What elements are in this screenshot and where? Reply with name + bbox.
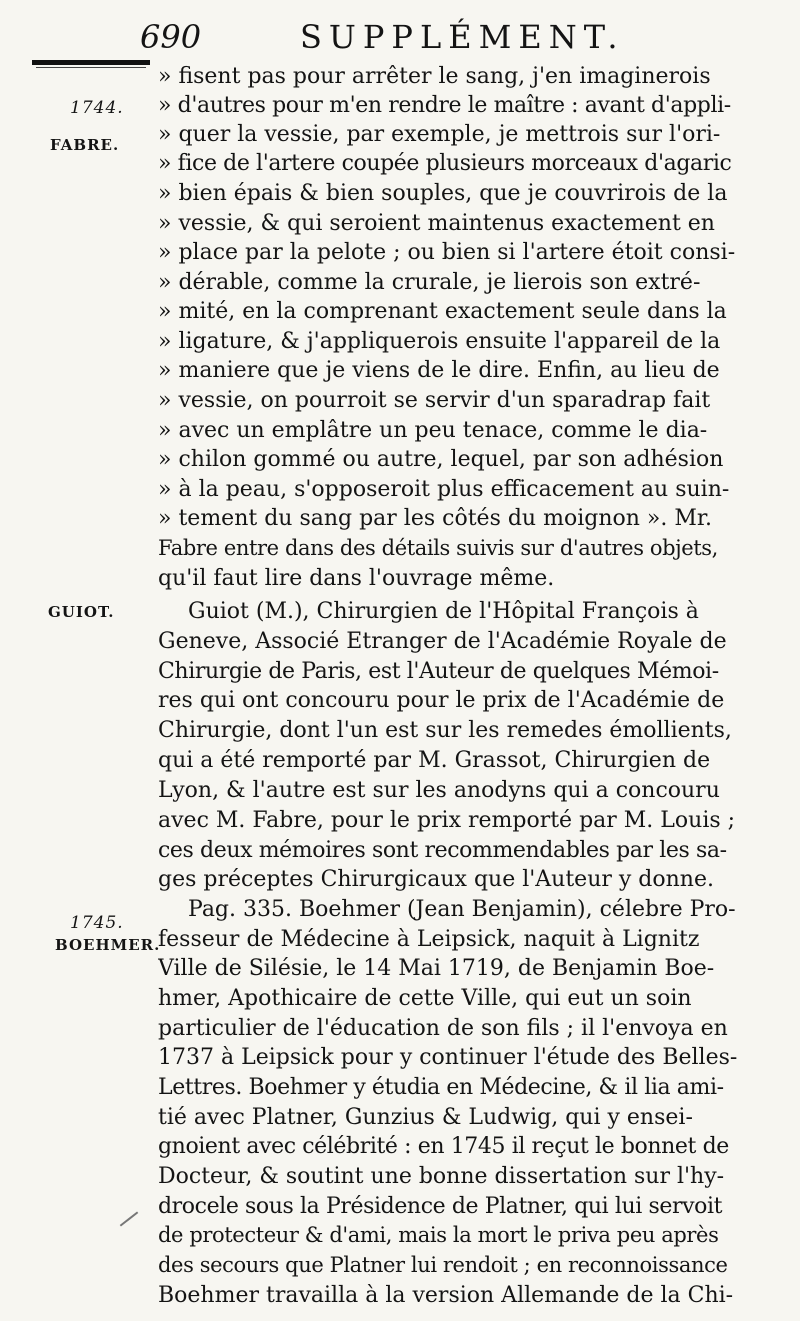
text-line: Fabre entre dans des détails suivis sur d'autres objets, [158, 536, 718, 560]
text-line: » tement du sang par les côtés du moignon ». Mr. [158, 506, 712, 531]
text-line: Ville de Silésie, le 14 Mai 1719, de Benjamin Boe- [158, 956, 715, 981]
text-line: gnoient avec célébrité : en 1745 il reçut le bonnet de [158, 1134, 729, 1159]
text-line: 1737 à Leipsick pour y continuer l'étude des Belles- [158, 1045, 738, 1070]
text-line: ges préceptes Chirurgicaux que l'Auteur y donne. [158, 867, 714, 892]
text-line: » mité, en la comprenant exactement seule dans la [158, 299, 727, 324]
page-header [140, 18, 625, 58]
text-line: » quer la vessie, par exemple, je mettrois sur l'ori- [158, 122, 721, 147]
text-line: » fice de l'artere coupée plusieurs morceaux d'agaric [158, 151, 732, 176]
text-line: » à la peau, s'opposeroit plus efficacement au suin- [158, 477, 730, 502]
margin-name-guiot: GUIOT. [48, 603, 115, 621]
text-line: » chilon gommé ou autre, lequel, par son adhésion [158, 447, 724, 472]
text-line: particulier de l'éducation de son fils ; il l'envoya en [158, 1016, 728, 1041]
running-title: SUPPLÉMENT. [300, 18, 625, 56]
text-line: Boehmer travailla à la version Allemande de la Chi- [158, 1283, 734, 1308]
text-line: avec M. Fabre, pour le prix remporté par M. Louis ; [158, 808, 736, 833]
text-line: Lettres. Boehmer y étudia en Médecine, & il lia ami- [158, 1075, 724, 1100]
text-line: » fisent pas pour arrêter le sang, j'en imaginerois [158, 64, 711, 89]
text-line: Guiot (M.), Chirurgien de l'Hôpital François à [188, 599, 699, 624]
text-line: Docteur, & soutint une bonne dissertation sur l'hy- [158, 1164, 725, 1189]
text-line: des secours que Platner lui rendoit ; en reconnoissance [158, 1253, 728, 1277]
text-line: drocele sous la Présidence de Platner, qui lui servoit [158, 1194, 723, 1219]
margin-rule-thin [36, 67, 146, 68]
text-line: Chirurgie de Paris, est l'Auteur de quelques Mémoi- [158, 659, 719, 684]
text-line: res qui ont concouru pour le prix de l'Académie de [158, 688, 725, 713]
text-line: fesseur de Médecine à Leipsick, naquit à Lignitz [158, 927, 700, 952]
page-number: 690 [140, 18, 202, 56]
margin-name-boehmer: BOEHMER. [55, 936, 161, 954]
text-line: » vessie, on pourroit se servir d'un sparadrap fait [158, 388, 711, 413]
text-line: » bien épais & bien souples, que je couvrirois de la [158, 181, 728, 206]
text-line: Geneve, Associé Etranger de l'Académie Royale de [158, 629, 727, 654]
stray-mark [120, 1211, 139, 1226]
text-line: Chirurgie, dont l'un est sur les remedes émollients, [158, 718, 732, 743]
text-line: ces deux mémoires sont recommendables par les sa- [158, 838, 727, 863]
text-line: » d'autres pour m'en rendre le maître : avant d'appli- [158, 93, 731, 118]
margin-year-1745: 1745. [70, 913, 124, 933]
text-line: de protecteur & d'ami, mais la mort le priva peu après [158, 1223, 719, 1247]
text-line: Lyon, & l'autre est sur les anodyns qui a concouru [158, 778, 720, 803]
text-line: » avec un emplâtre un peu tenace, comme le dia- [158, 418, 708, 443]
text-line: » vessie, & qui seroient maintenus exactement en [158, 211, 715, 236]
margin-rule [32, 60, 150, 65]
text-line: hmer, Apothicaire de cette Ville, qui eut un soin [158, 986, 692, 1011]
text-line: » maniere que je viens de le dire. Enfin, au lieu de [158, 358, 720, 383]
text-line: Pag. 335. Boehmer (Jean Benjamin), célebre Pro- [188, 897, 736, 922]
text-line: qui a été remporté par M. Grassot, Chirurgien de [158, 748, 711, 773]
text-line: » dérable, comme la crurale, je lierois son extré- [158, 270, 701, 295]
text-line: » ligature, & j'appliquerois ensuite l'appareil de la [158, 329, 721, 354]
text-line: tié avec Platner, Gunzius & Ludwig, qui y ensei- [158, 1105, 693, 1130]
text-line: » place par la pelote ; ou bien si l'artere étoit consi- [158, 240, 736, 265]
margin-name-fabre: FABRE. [50, 136, 120, 154]
text-line: qu'il faut lire dans l'ouvrage même. [158, 566, 555, 591]
margin-year-1744: 1744. [70, 98, 124, 118]
